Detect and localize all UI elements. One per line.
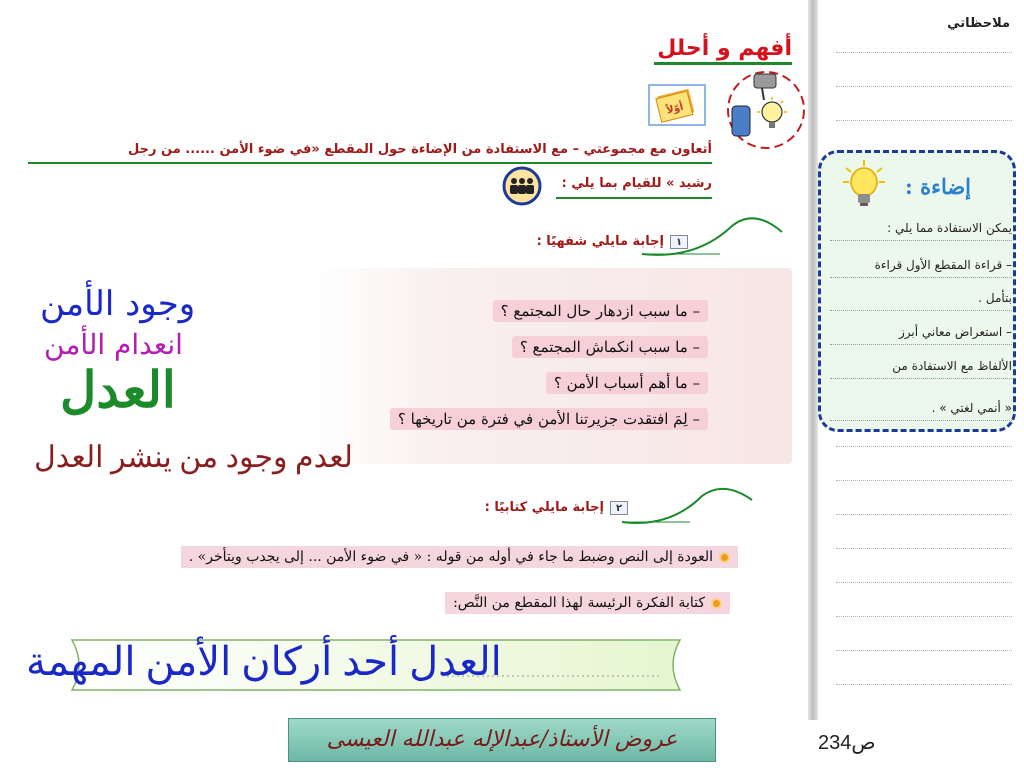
- idaa-title: إضاءة :: [905, 174, 972, 199]
- bullet-icon: [711, 598, 722, 609]
- instruction-underline: [556, 197, 712, 199]
- task1-heading: [537, 234, 688, 249]
- note-line: [836, 52, 1012, 53]
- writing-item-text: كتابة الفكرة الرئيسة لهذا المقطع من النَّص:: [453, 595, 705, 611]
- page-number: ص234: [818, 732, 876, 754]
- task1-number: ١: [670, 235, 688, 249]
- idaa-line: يمكن الاستفادة مما يلي :: [830, 216, 1012, 241]
- question-item: – ما سبب انكماش المجتمع ؟: [512, 336, 708, 358]
- question-item: – لِمَ افتقدت جزيرتنا الأمن في فترة من تاريخها ؟: [390, 408, 708, 430]
- task2-heading-text: إجابة مايلي كتابيًا :: [484, 500, 604, 515]
- writing-item: [445, 592, 730, 614]
- handwritten-answer-security: وجود الأمن: [40, 284, 196, 324]
- group-work-icon: [500, 166, 544, 206]
- instruction-line-1: أتعاون مع مجموعتي – مع الاستفادة من الإضاءة حول المقطع «في ضوء الأمن ...... من رجل: [128, 142, 712, 157]
- column-divider: [808, 0, 818, 720]
- question-item: – ما أهم أسباب الأمن ؟: [546, 372, 708, 394]
- note-line: [836, 684, 1012, 685]
- idaa-line: – استعراض معاني أبرز: [830, 320, 1012, 345]
- handwritten-answer-reason: لعدم وجود من ينشر العدل: [34, 441, 353, 474]
- task2-heading: [485, 500, 628, 515]
- instruction-underline: [28, 162, 712, 164]
- writing-item-text: العودة إلى النص وضبط ما جاء في أوله من قوله : « في ضوء الأمن ... إلى يجدب ويتأخر» .: [188, 549, 713, 565]
- svg-text:أوّلاً: أوّلاً: [665, 101, 685, 117]
- handwritten-answer-justice: العدل: [60, 360, 176, 419]
- note-line: [836, 514, 1012, 515]
- idaa-line: الألفاظ مع الاستفادة من: [830, 354, 1012, 379]
- note-line: [836, 86, 1012, 87]
- instruction-line-2: رشيد » للقيام بما يلي :: [561, 176, 712, 191]
- notes-title: ملاحظاتي: [947, 16, 1010, 31]
- questions-panel: [312, 268, 792, 464]
- note-line: [836, 582, 1012, 583]
- idaa-line: بتأمل .: [830, 286, 1012, 311]
- written-main-idea: العدل أحد أركان الأمن المهمة: [26, 639, 502, 684]
- bullet-icon: [719, 552, 730, 563]
- idaa-line: – قراءة المقطع الأول قراءة: [830, 253, 1012, 278]
- writing-item: [181, 546, 738, 568]
- handwritten-answer-insecurity: انعدام الأمن: [44, 328, 183, 361]
- note-line: [836, 480, 1012, 481]
- lightbulb-icon: [842, 158, 886, 208]
- note-line: [836, 120, 1012, 121]
- author-banner: عروض الأستاذ/عبدالإله عبدالله العيسى: [288, 718, 716, 762]
- section-title: أفهم و أحلل: [657, 36, 792, 61]
- note-line: [836, 650, 1012, 651]
- sticky-note-icon: [648, 84, 706, 126]
- task2-number: ٢: [610, 501, 628, 515]
- experiment-icon: [724, 66, 808, 150]
- note-line: [836, 616, 1012, 617]
- title-underline: [654, 62, 792, 65]
- note-line: [836, 548, 1012, 549]
- task1-heading-text: إجابة مايلي شفهيًا :: [536, 234, 664, 249]
- note-line: [836, 446, 1012, 447]
- question-item: – ما سبب ازدهار حال المجتمع ؟: [493, 300, 708, 322]
- idaa-line: « أنمي لغتي » .: [830, 396, 1012, 421]
